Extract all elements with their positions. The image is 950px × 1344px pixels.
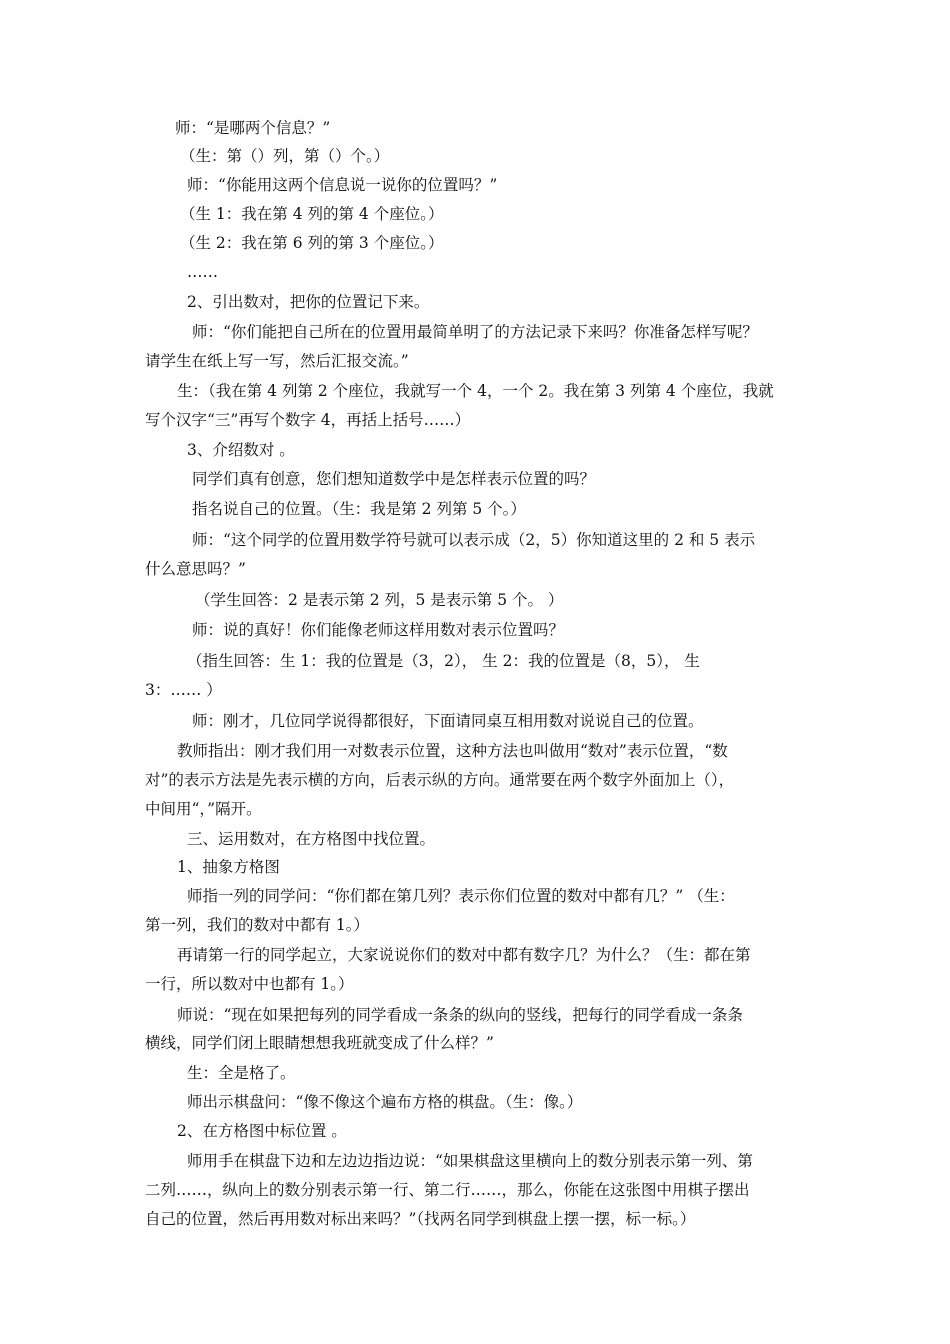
text-line: 生：全是格了。 [187, 1064, 296, 1082]
text-line: 二列……，纵向上的数分别表示第一行、第二行……，那么，你能在这张图中用棋子摆出 [145, 1181, 750, 1199]
section-heading: 1、抽象方格图 [177, 858, 280, 876]
text-line: 师：“这个同学的位置用数学符号就可以表示成（2，5）你知道这里的 2 和 5 表示 [192, 531, 756, 549]
text-line: …… [187, 263, 218, 281]
text-line: 指名说自己的位置。（生：我是第 2 列第 5 个。） [192, 500, 526, 518]
text-line: 3：…… ） [145, 681, 222, 699]
text-line: 师出示棋盘问：“像不像这个遍布方格的棋盘。（生：像。） [187, 1093, 583, 1111]
text-line: 对”的表示方法是先表示横的方向，后表示纵的方向。通常要在两个数字外面加上（）， [145, 771, 735, 789]
text-line: 师：“你能用这两个信息说一说你的位置吗？” [187, 176, 498, 194]
text-line: 横线，同学们闭上眼睛想想我班就变成了什么样？” [145, 1034, 494, 1052]
text-line: 师：说的真好！你们能像老师这样用数对表示位置吗？ [192, 621, 565, 639]
text-line: 教师指出：刚才我们用一对数表示位置，这种方法也叫做用“数对”表示位置，“数 [177, 742, 728, 760]
text-line: 师：刚才，几位同学说得都很好，下面请同桌互相用数对说说自己的位置。 [192, 712, 704, 730]
text-line: 第一列，我们的数对中都有 1。） [145, 916, 370, 934]
text-line: 师：“是哪两个信息？” [175, 119, 331, 137]
text-line: 师指一列的同学问：“你们都在第几列？表示你们位置的数对中都有几？” （生： [187, 887, 735, 905]
text-line: 再请第一行的同学起立，大家说说你们的数对中都有数字几？为什么？（生：都在第 [177, 946, 751, 964]
text-line: （指生回答：生 1：我的位置是（3，2）， 生 2：我的位置是（8，5）， 生 [187, 652, 700, 670]
text-line: 请学生在纸上写一写，然后汇报交流。” [145, 352, 409, 370]
text-line: （生 2：我在第 6 列的第 3 个座位。） [180, 234, 444, 252]
text-line: 师用手在棋盘下边和左边边指边说：“如果棋盘这里横向上的数分别表示第一列、第 [187, 1152, 753, 1170]
text-line: 什么意思吗？” [145, 560, 246, 578]
section-heading: 3、介绍数对 。 [187, 441, 295, 459]
text-line: 师说：“现在如果把每列的同学看成一条条的纵向的竖线，把每行的同学看成一条条 [177, 1006, 743, 1024]
section-heading: 三、运用数对，在方格图中找位置。 [187, 830, 436, 848]
text-line: （学生回答：2 是表示第 2 列，5 是表示第 5 个。 ） [195, 591, 564, 609]
text-line: 师：“你们能把自己所在的位置用最简单明了的方法记录下来吗？你准备怎样写呢？ [192, 323, 758, 341]
text-line: （生 1：我在第 4 列的第 4 个座位。） [180, 205, 444, 223]
text-line: 一行，所以数对中也都有 1。） [145, 975, 354, 993]
text-line: 同学们真有创意，您们想知道数学中是怎样表示位置的吗？ [192, 470, 596, 488]
text-line: 中间用“，”隔开。 [145, 800, 262, 818]
section-heading: 2、引出数对，把你的位置记下来。 [187, 293, 430, 311]
text-line: 自己的位置，然后再用数对标出来吗？”（找两名同学到棋盘上摆一摆，标一标。） [145, 1210, 696, 1228]
text-line: （生：第（）列，第（）个。） [180, 147, 390, 165]
section-heading: 2、在方格图中标位置 。 [177, 1122, 347, 1140]
text-line: 生：（我在第 4 列第 2 个座位，我就写一个 4，一个 2。我在第 3 列第 4 个座位，我就 [177, 382, 774, 400]
text-line: 写个汉字“三”再写个数字 4，再括上括号……） [145, 411, 471, 429]
